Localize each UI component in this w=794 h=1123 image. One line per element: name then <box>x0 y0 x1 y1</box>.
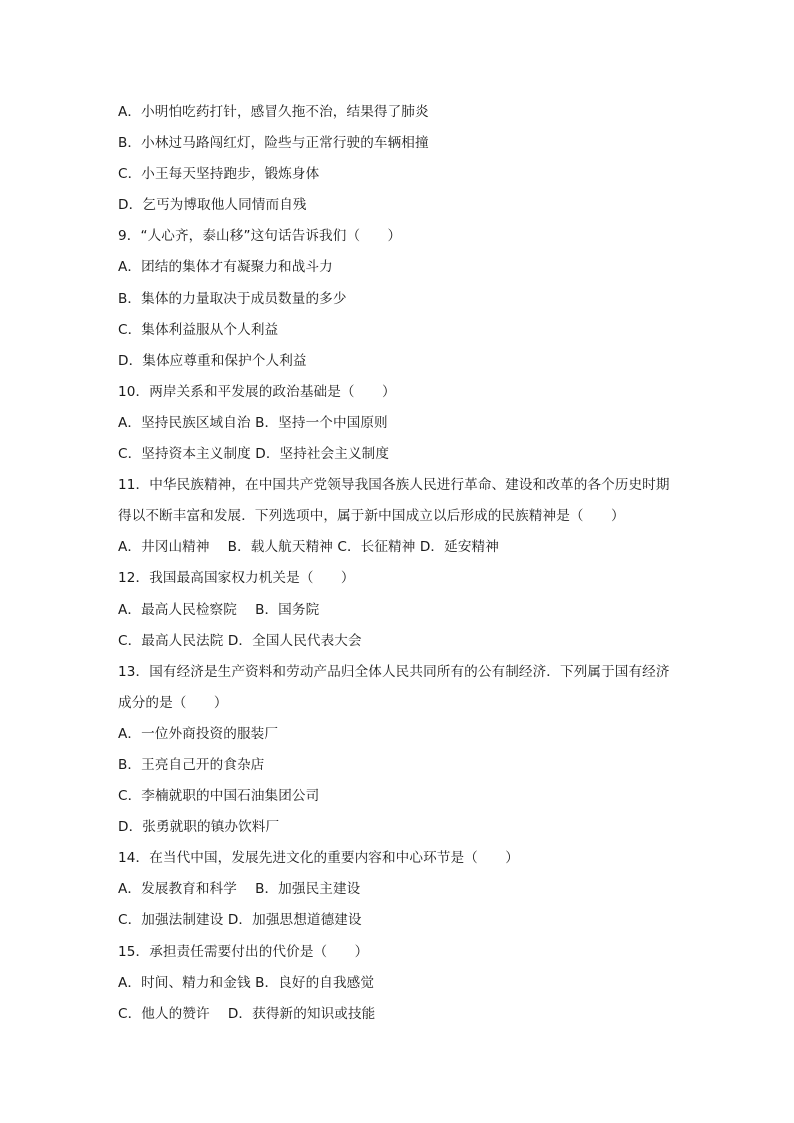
text-line: A．坚持民族区域自治 B．坚持一个中国原则 <box>118 414 388 431</box>
text-line: C．坚持资本主义制度 D．坚持社会主义制度 <box>118 446 390 463</box>
text-line: A．小明怕吃药打针，感冒久拖不治，结果得了肺炎 <box>118 104 429 120</box>
text-line: B．小林过马路闯红灯，险些与正常行驶的车辆相撞 <box>118 135 429 152</box>
text-line: C．小王每天坚持跑步，锻炼身体 <box>118 166 320 183</box>
question-line: 15．承担责任需要付出的代价是（ ） <box>118 943 369 960</box>
text-line: A．发展教育和科学 B．加强民主建设 <box>118 881 361 898</box>
text-line: C．加强法制建设 D．加强思想道德建设 <box>118 912 362 929</box>
text-line: A．最高人民检察院 B．国务院 <box>118 601 320 618</box>
text-line: C．李楠就职的中国石油集团公司 <box>118 788 320 805</box>
text-line: B．集体的力量取决于成员数量的多少 <box>118 290 347 307</box>
question-line: 12．我国最高国家权力机关是（ ） <box>118 570 355 587</box>
text-line: A．团结的集体才有凝聚力和战斗力 <box>118 259 333 276</box>
text-line: A．时间、精力和金钱 B．良好的自我感觉 <box>118 974 375 991</box>
question-text-block <box>118 101 688 1034</box>
question-line: 14．在当代中国，发展先进文化的重要内容和中心环节是（ ） <box>118 850 519 867</box>
question-line: 得以不断丰富和发展．下列选项中，属于新中国成立以后形成的民族精神是（ ） <box>118 508 625 525</box>
question-line: 10．两岸关系和平发展的政治基础是（ ） <box>118 383 396 400</box>
question-line: 11．中华民族精神，在中国共产党领导我国各族人民进行革命、建设和改革的各个历史时期 <box>118 477 670 494</box>
text-line: D．集体应尊重和保护个人利益 <box>118 352 307 369</box>
text-line: D．乞丐为博取他人同情而自残 <box>118 197 307 214</box>
text-line: A．井冈山精神 B．载人航天精神 C．长征精神 D．延安精神 <box>118 539 499 556</box>
question-line: 成分的是（ ） <box>118 694 228 711</box>
question-line: 9．“人心齐，泰山移”这句话告诉我们（ ） <box>118 228 402 245</box>
text-line: C．最高人民法院 D．全国人民代表大会 <box>118 632 362 649</box>
text-line: C．他人的赞许 D．获得新的知识或技能 <box>118 1005 376 1022</box>
text-line: B．王亮自己开的食杂店 <box>118 756 265 773</box>
question-line: 13．国有经济是生产资料和劳动产品归全体人民共同所有的公有制经济．下列属于国有经济 <box>118 663 670 680</box>
text-line: A．一位外商投资的服装厂 <box>118 725 279 742</box>
text-line: C．集体利益服从个人利益 <box>118 321 279 338</box>
text-line: D．张勇就职的镇办饮料厂 <box>118 819 280 836</box>
